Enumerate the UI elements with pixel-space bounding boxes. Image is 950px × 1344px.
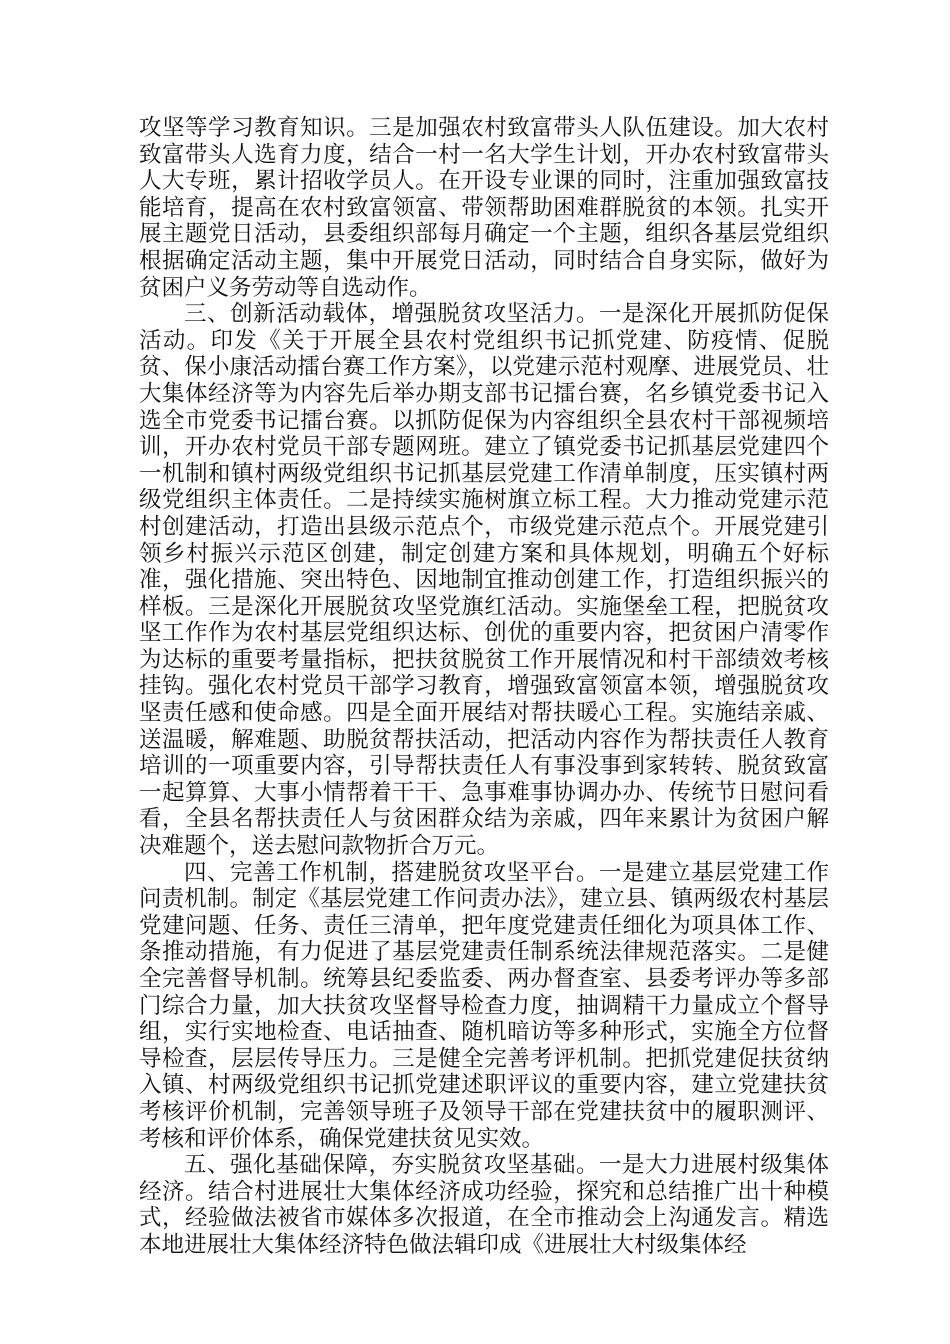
document-page [139,115,829,1259]
paragraph-1: 攻坚等学习教育知识。三是加强农村致富带头人队伍建设。加大农村致富带头人选育力度，结合一村一名大学生计划，开办农村致富带头人大专班，累计招收学员人。在开设专业课的同时，注重加强致富技能培育，提高在农村致富领富、带领帮助困难群脱贫的本领。扎实开展主题党日活动，县委组织部每月确定一个主题，组织各基层党组织根据确定活动主题，集中开展党日活动，同时结合自身实际，做好为贫困户义务劳动等自选动作。 [139,115,829,301]
paragraph-2: 三、创新活动载体，增强脱贫攻坚活力。一是深化开展抓防促保活动。印发《关于开展全县农村党组织书记抓党建、防疫情、促脱贫、保小康活动擂台赛工作方案》，以党建示范村观摩、进展党员、壮大集体经济等为内容先后举办期支部书记擂台赛，名乡镇党委书记入选全市党委书记擂台赛。以抓防促保为内容组织全县农村干部视频培训，开办农村党员干部专题网班。建立了镇党委书记抓基层党建四个一机制和镇村两级党组织书记抓基层党建工作清单制度，压实镇村两级党组织主体责任。二是持续实施树旗立标工程。大力推动党建示范村创建活动，打造出县级示范点个，市级党建示范点个。开展党建引领乡村振兴示范区创建，制定创建方案和具体规划，明确五个好标准，强化措施、突出特色、因地制宜推动创建工作，打造组织振兴的样板。三是深化开展脱贫攻坚党旗红活动。实施堡垒工程，把脱贫攻坚工作作为农村基层党组织达标、创优的重要内容，把贫困户清零作为达标的重要考量指标，把扶贫脱贫工作开展情况和村干部绩效考核挂钩。强化农村党员干部学习教育，增强致富领富本领，增强脱贫攻坚责任感和使命感。四是全面开展结对帮扶暖心工程。实施结亲戚、送温暖，解难题、助脱贫帮扶活动，把活动内容作为帮扶责任人教育培训的一项重要内容，引导帮扶责任人有事没事到家转转、脱贫致富一起算算、大事小情帮着干干、急事难事协调办办、传统节日慰问看看，全县名帮扶责任人与贫困群众结为亲戚，四年来累计为贫困户解决难题个，送去慰问款物折合万元。 [139,301,829,860]
paragraph-3: 四、完善工作机制，搭建脱贫攻坚平台。一是建立基层党建工作问责机制。制定《基层党建工作问责办法》，建立县、镇两级农村基层党建问题、任务、责任三清单，把年度党建责任细化为项具体工作、条推动措施，有力促进了基层党建责任制系统法律规范落实。二是健全完善督导机制。统筹县纪委监委、两办督查室、县委考评办等多部门综合力量，加大扶贫攻坚督导检查力度，抽调精干力量成立个督导组，实行实地检查、电话抽查、随机暗访等多种形式，实施全方位督导检查，层层传导压力。三是健全完善考评机制。把抓党建促扶贫纳入镇、村两级党组织书记抓党建述职评议的重要内容，建立党建扶贫考核评价机制，完善领导班子及领导干部在党建扶贫中的履职测评、考核和评价体系，确保党建扶贫见实效。 [139,859,829,1152]
paragraph-4: 五、强化基础保障，夯实脱贫攻坚基础。一是大力进展村级集体经济。结合村进展壮大集体经济成功经验，探究和总结推广出十种模式，经验做法被省市媒体多次报道，在全市推动会上沟通发言。精选本地进展壮大集体经济特色做法辑印成《进展壮大村级集体经 [139,1152,829,1258]
